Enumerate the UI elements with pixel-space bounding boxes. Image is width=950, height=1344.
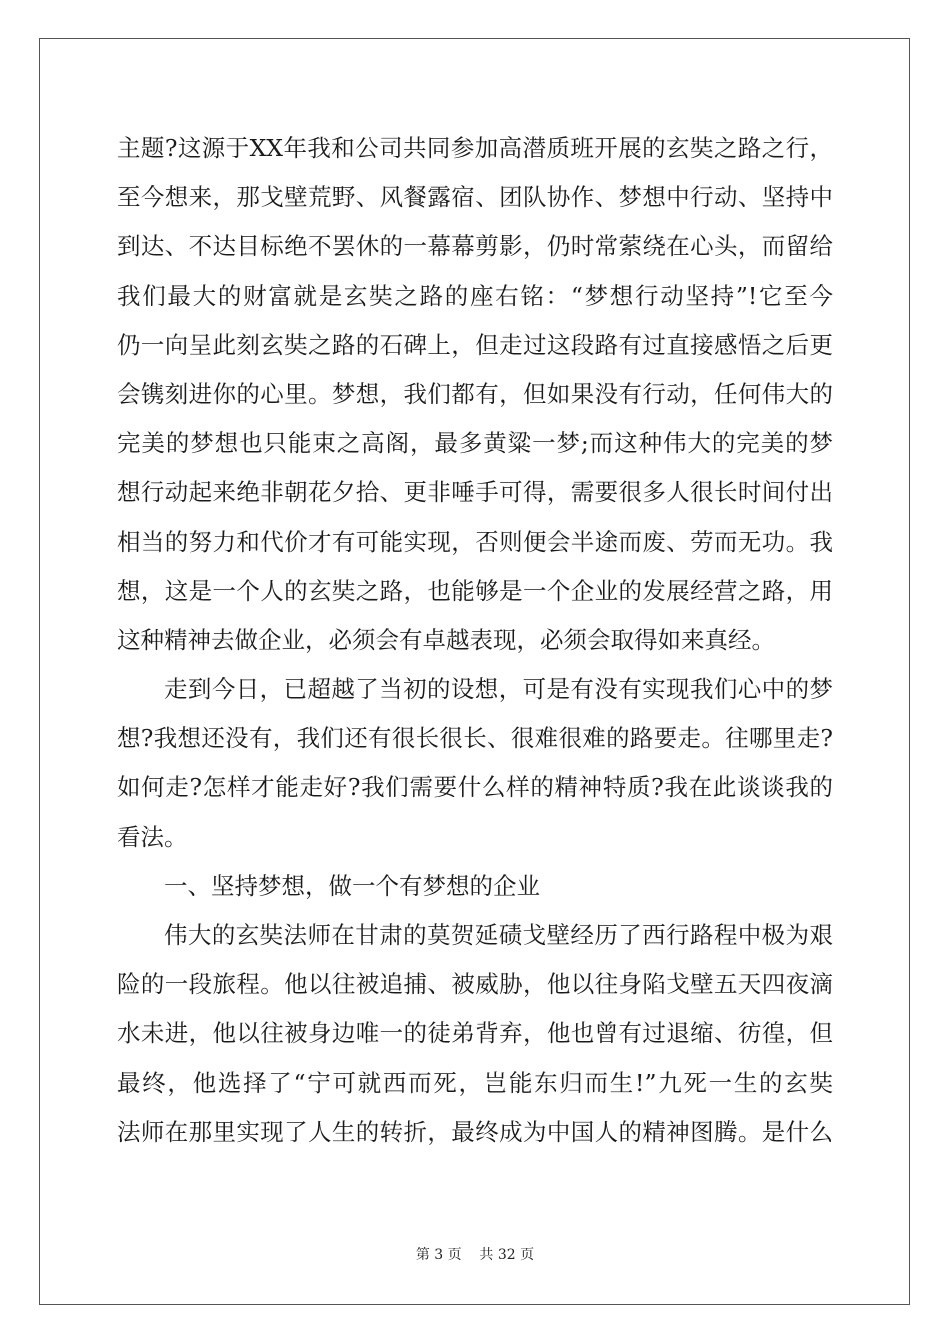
text-line: 最终，他选择了“宁可就西而死，岂能东归而生!”九死一生的玄奘 — [117, 1068, 833, 1097]
text-line: 主题?这源于XX年我和公司共同参加高潜质班开展的玄奘之路之行， — [117, 134, 833, 162]
text-line: 想行动起来绝非朝花夕拾、更非唾手可得，需要很多人很长时间付出 — [117, 478, 833, 507]
text-line: 完美的梦想也只能束之高阁，最多黄粱一梦;而这种伟大的完美的梦 — [117, 429, 833, 458]
text-line: 如何走?怎样才能走好?我们需要什么样的精神特质?我在此谈谈我的 — [117, 773, 833, 802]
text-line: 水未进，他以往被身边唯一的徒弟背弃，他也曾有过退缩、彷徨，但 — [117, 1019, 833, 1048]
text-line: 伟大的玄奘法师在甘肃的莫贺延碛戈壁经历了西行路程中极为艰 — [164, 921, 833, 949]
text-line: 至今想来，那戈壁荒野、风餐露宿、团队协作、梦想中行动、坚持中 — [117, 183, 833, 212]
text-line: 想，这是一个人的玄奘之路，也能够是一个企业的发展经营之路，用 — [117, 576, 833, 605]
text-line: 我们最大的财富就是玄奘之路的座右铭：“梦想行动坚持”!它至今 — [117, 281, 833, 310]
page-footer: 第 3 页 共 32 页 — [415, 1247, 535, 1263]
text-line: 到达、不达目标绝不罢休的一幕幕剪影，仍时常萦绕在心头，而留给 — [117, 232, 833, 261]
text-line: 险的一段旅程。他以往被追捕、被威胁，他以往身陷戈壁五天四夜滴 — [117, 970, 833, 999]
text-line: 走到今日，已超越了当初的设想，可是有没有实现我们心中的梦 — [164, 675, 833, 704]
text-line: 一、坚持梦想，做一个有梦想的企业 — [164, 871, 540, 900]
text-line: 相当的努力和代价才有可能实现，否则便会半途而废、劳而无功。我 — [117, 527, 833, 556]
text-line: 法师在那里实现了人生的转折，最终成为中国人的精神图腾。是什么 — [117, 1117, 833, 1146]
text-line: 会镌刻进你的心里。梦想，我们都有，但如果没有行动，任何伟大的 — [117, 379, 833, 408]
text-line: 想?我想还没有，我们还有很长很长、很难很难的路要走。往哪里走? — [117, 724, 833, 753]
text-line: 仍一向呈此刻玄奘之路的石碑上，但走过这段路有过直接感悟之后更 — [117, 330, 833, 359]
text-line: 看法。 — [117, 822, 188, 851]
document-body — [117, 124, 833, 1157]
text-line: 这种精神去做企业，必须会有卓越表现，必须会取得如来真经。 — [117, 625, 775, 654]
